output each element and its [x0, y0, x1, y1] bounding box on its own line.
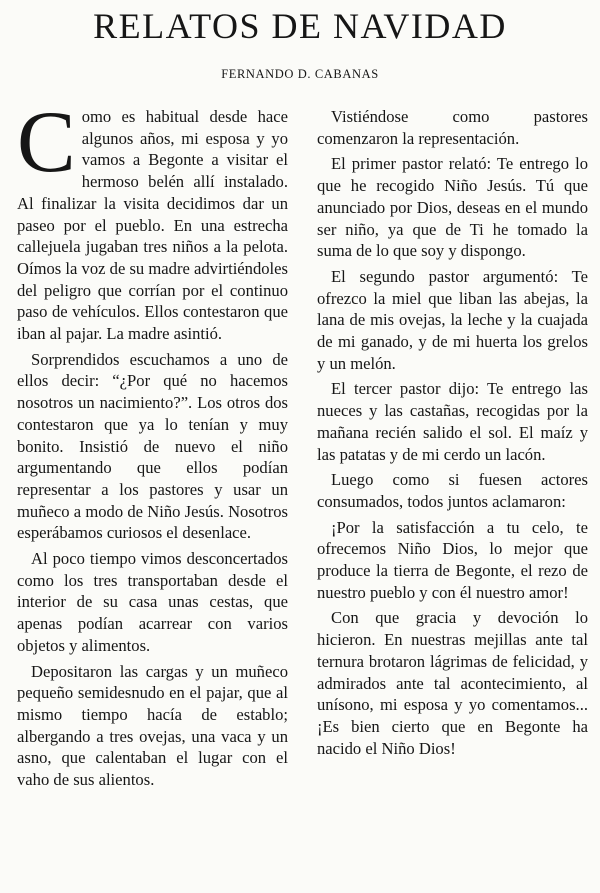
- paragraph: Al poco tiempo vimos desconcertados como los tres transportaban desde el interior de su casa unas cestas, que apenas podían acarrear con varios objetos y alimentos.: [17, 549, 288, 655]
- left-column: [17, 94, 288, 893]
- paragraph: Sorprendidos escuchamos a uno de ellos decir: “¿Por qué no hacemos nosotros un nacimiento?”. Los otros dos contestaron que ya lo tenían y muy bonito. Insistió de nuevo el niño argumentando que ellos podían representar a los pastores y usar un muñeco a modo de Niño Jesús. Nosotros esperábamos curiosos el desenlace.: [17, 349, 288, 543]
- paragraph: [17, 94, 288, 345]
- article-author: FERNANDO D. CABANAS: [221, 67, 379, 81]
- paragraph: Vistiéndose como pastores comenzaron la representación.: [317, 107, 588, 148]
- article-title: RELATOS DE NAVIDAD: [93, 6, 507, 46]
- right-column: [317, 106, 588, 893]
- article-body: [17, 94, 588, 893]
- paragraph: Con que gracia y devoción lo hicieron. En nuestras mejillas ante tal ternura brotaron lágrimas de felicidad, y admirados ante tal acontecimiento, al unísono, mi esposa y yo comentamos... ¡Es bien cierto que en Begonte ha nacido el Niño Dios!: [317, 608, 588, 758]
- paragraph: El primer pastor relató: Te entrego lo que he recogido Niño Jesús. Tú que anunciado por Dios, deseas en el mundo ser niño, ya que de Ti he tomado la suma de lo que soy y dispongo.: [317, 154, 588, 261]
- paragraph-text: omo es habitual desde hace algunos años, mi esposa y yo vamos a Begonte a visitar el hermoso belén allí instalado. Al finalizar la visita decidimos dar un paseo por el pueblo. En una estrecha callejuela jugaban tres niños a la pelota. Oímos la voz de su madre advirtiéndoles del peligro que corrían por el continuo paso de vehículos. Ellos contestaron que iban al pajar. La madre asintió.: [17, 107, 288, 344]
- drop-cap: C: [17, 94, 76, 191]
- paragraph: Luego como si fuesen actores consumados, todos juntos aclamaron:: [317, 470, 588, 511]
- paragraph: El tercer pastor dijo: Te entrego las nueces y las castañas, recogidas por la mañana recién salido el sol. El maíz y las patatas y de mi cerdo un lacón.: [317, 379, 588, 464]
- paragraph: ¡Por la satisfacción a tu celo, te ofrecemos Niño Dios, lo mejor que produce la tierra de Begonte, el rezo de nuestro pueblo y con él nuestro amor!: [317, 517, 588, 602]
- paragraph: Depositaron las cargas y un muñeco pequeño semidesnudo en el pajar, que al mismo tiempo hacía de establo; albergando a tres ovejas, una vaca y un asno, que calentaban el lugar con el vaho de sus alientos.: [17, 661, 288, 790]
- paragraph: El segundo pastor argumentó: Te ofrezco la miel que liban las abejas, la lana de mis ovejas, la leche y la cuajada de mi ganado, y de mi huerta los grelos y un melón.: [317, 266, 588, 373]
